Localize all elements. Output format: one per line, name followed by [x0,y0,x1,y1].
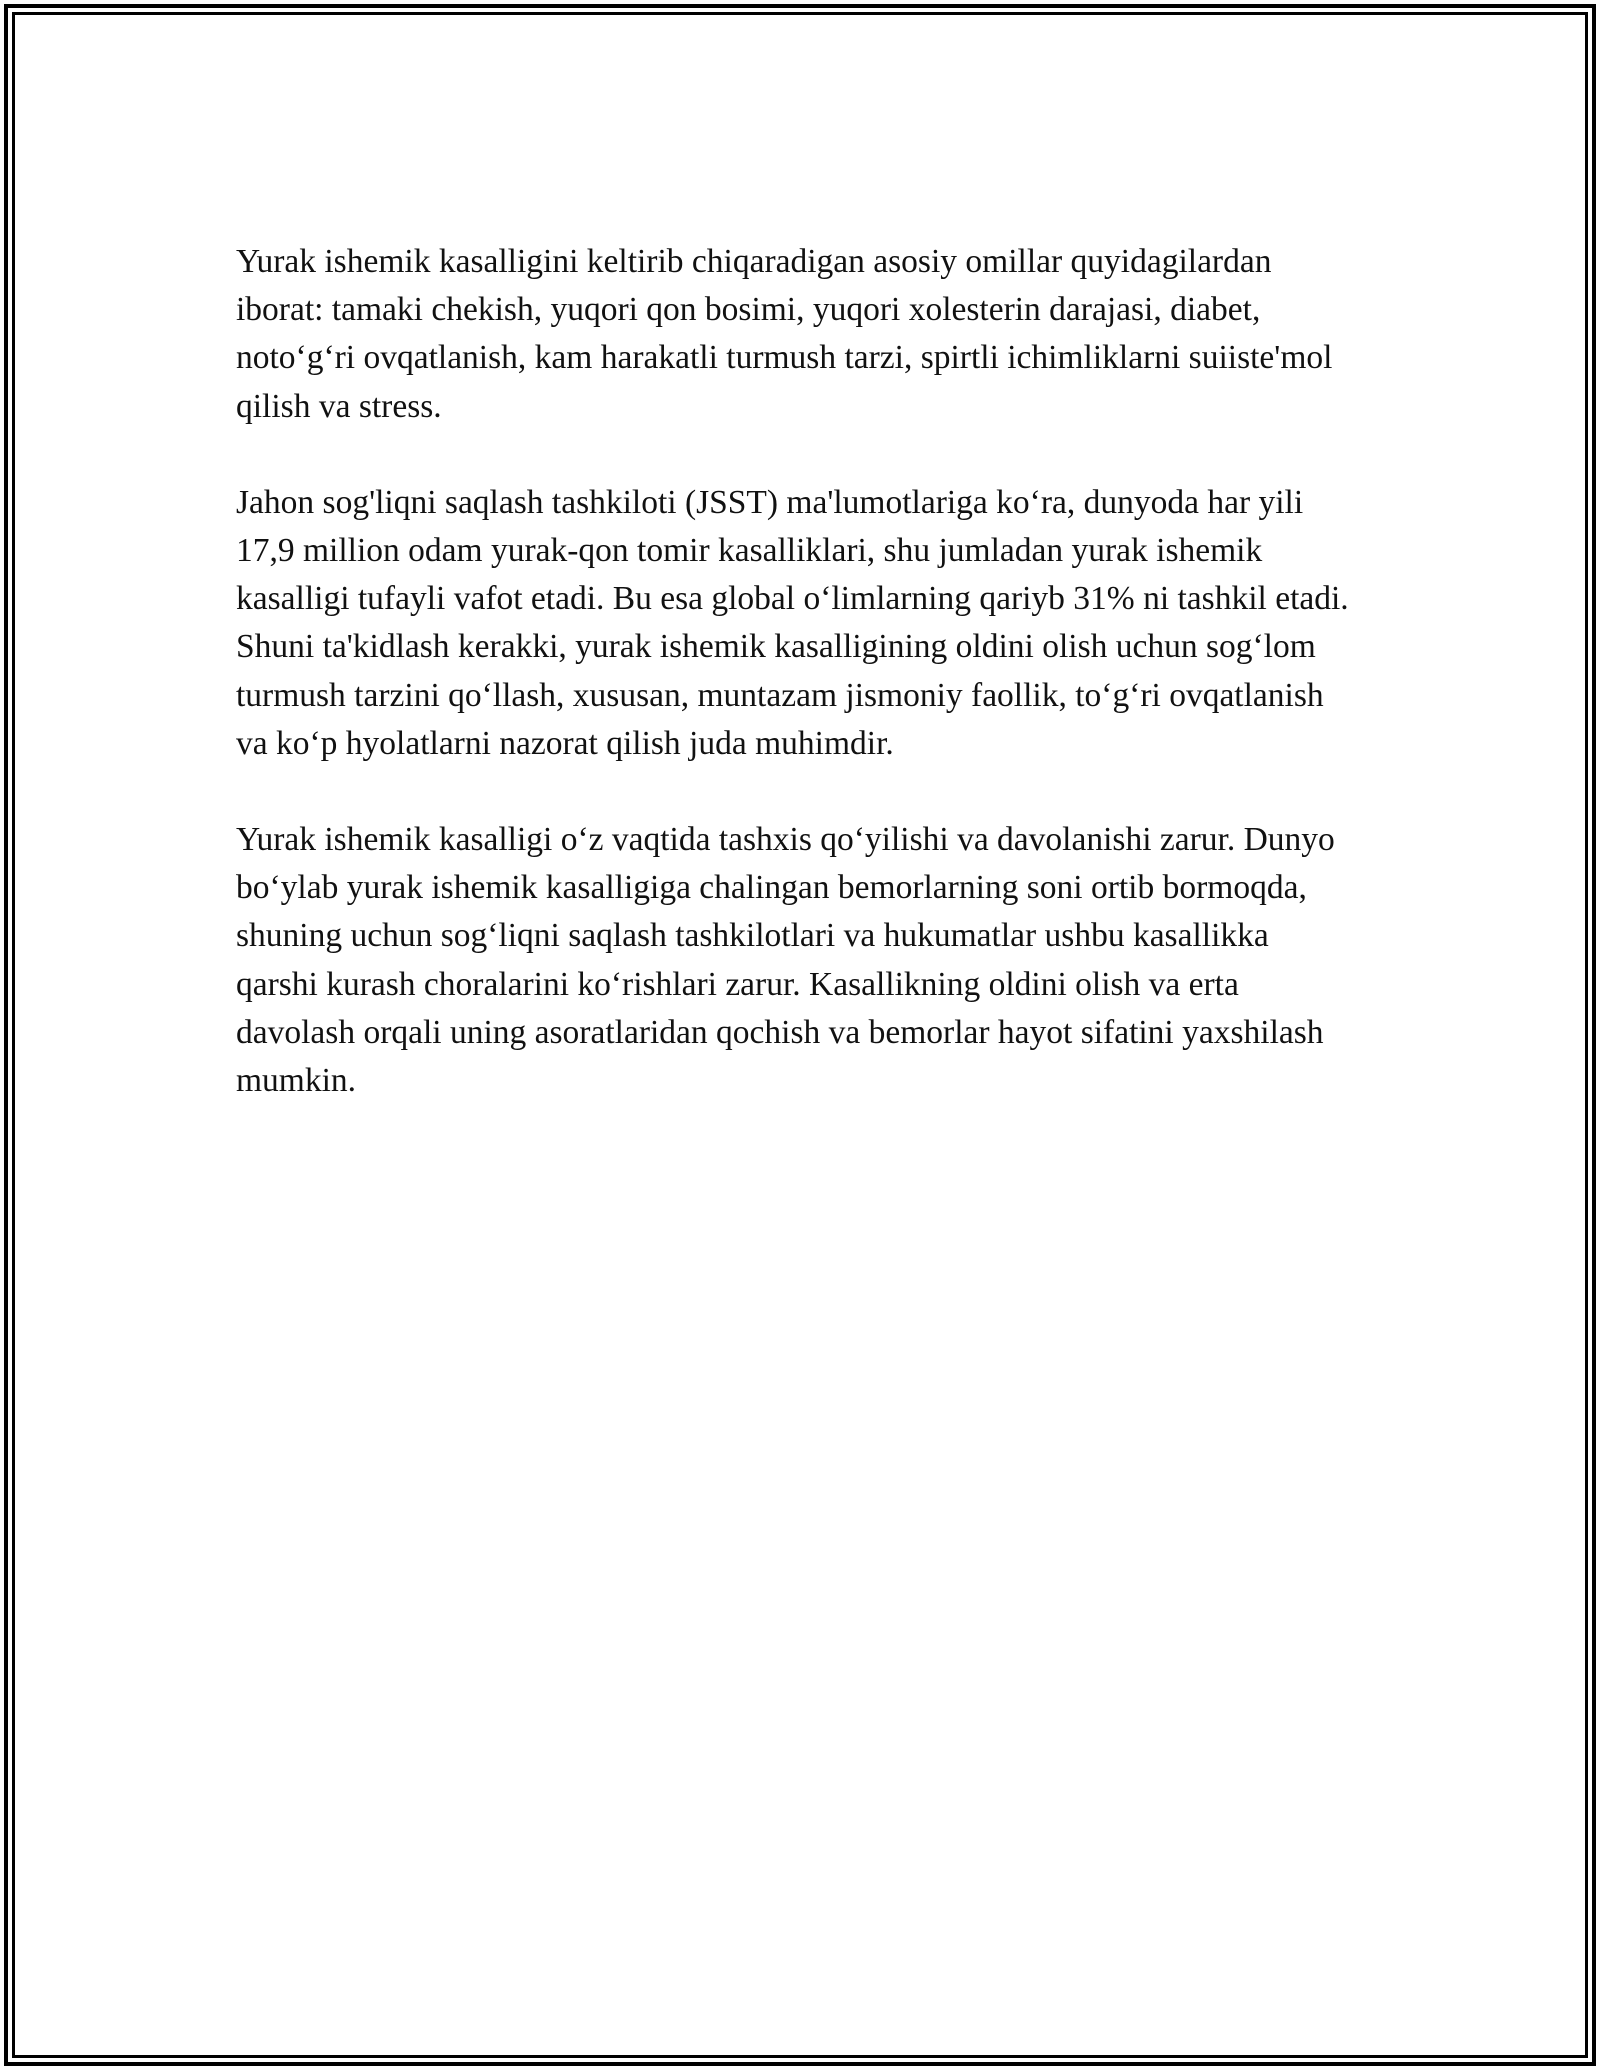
paragraph-who-statistics: Jahon sog'liqni saqlash tashkiloti (JSST) ma'lumotlariga ko‘ra, dunyoda har yili 17,9 million odam yurak-qon tomir kasalliklari, shu jumladan yurak ishemik kasalligi tufayli vafot etadi. Bu esa global o‘limlarning qariyb 31% ni tashkil etadi. Shuni ta'kidlash kerakki, yurak ishemik kasalligining oldini olish uchun sog‘lom turmush tarzini qo‘llash, xususan, muntazam jismoniy faollik, to‘g‘ri ovqatlanish va ko‘p hyolatlarni nazorat qilish juda muhimdir. [236,483,1349,762]
paragraph-risk-factors: Yurak ishemik kasalligini keltirib chiqaradigan asosiy omillar quyidagilardan iborat: tamaki chekish, yuqori qon bosimi, yuqori xolesterin darajasi, diabet, noto‘g‘ri ovqatlanish, kam harakatli turmush tarzi, spirtli ichimliklarni suiiste'mol qilish va stress. [236,243,1333,425]
paragraph-diagnosis-treatment: Yurak ishemik kasalligi o‘z vaqtida tashxis qo‘yilishi va davolanishi zarur. Dunyo bo‘ylab yurak ishemik kasalligiga chalingan bemorlarning soni ortib bormoqda, shuning uchun sog‘liqni saqlash tashkilotlari va hukumatlar ushbu kasallikka qarshi kurash choralarini ko‘rishlari zarur. Kasallikning oldini olish va erta davolash orqali uning asoratlaridan qochish va bemorlar hayot sifatini yaxshilash mumkin. [236,821,1335,1100]
document-body [236,238,1356,1153]
